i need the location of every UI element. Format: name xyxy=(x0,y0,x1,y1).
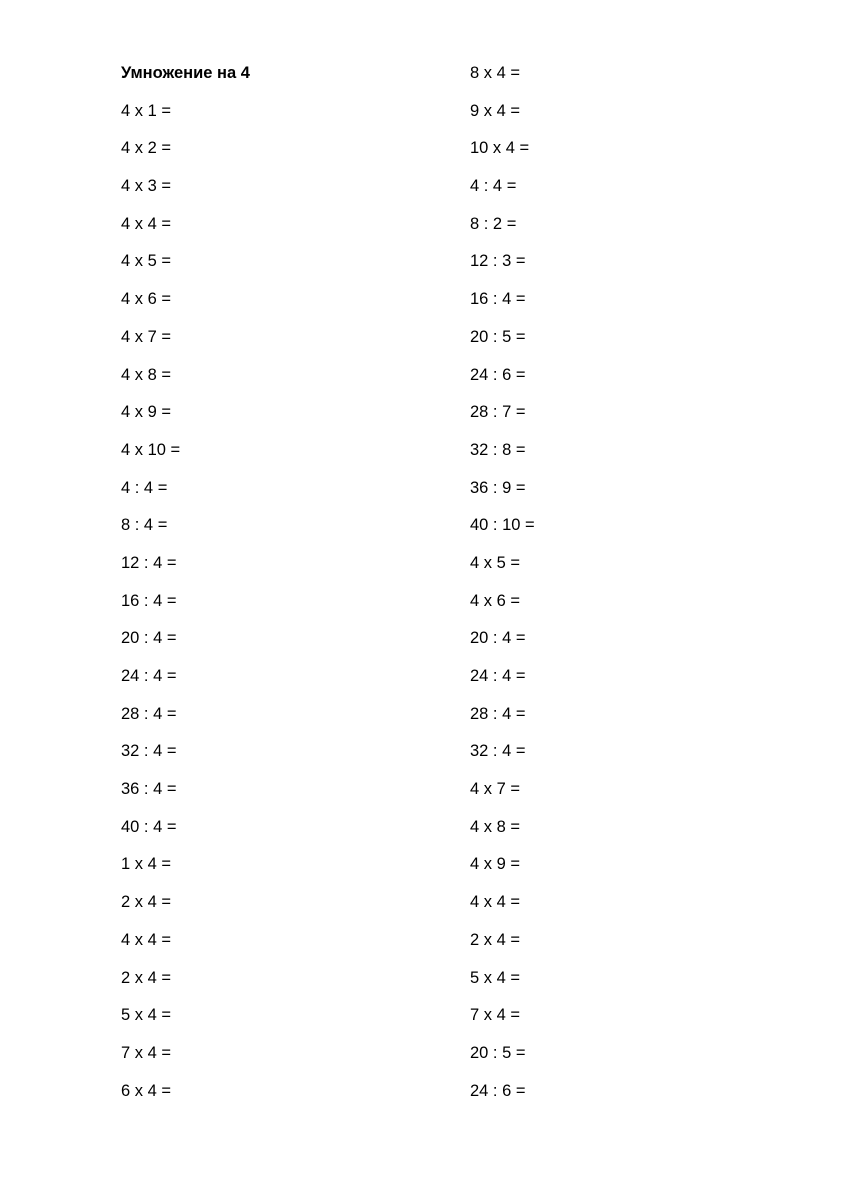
exercise-item: 4 x 8 = xyxy=(121,365,171,384)
exercise-item: 8 : 4 = xyxy=(121,516,168,535)
exercise-item: 5 x 4 = xyxy=(121,1006,171,1025)
exercise-item: 32 : 4 = xyxy=(470,742,526,761)
exercise-item: 4 x 10 = xyxy=(121,440,181,459)
exercise-item: 4 x 5 = xyxy=(121,252,171,271)
exercise-item: 4 x 4 = xyxy=(121,930,171,949)
exercise-item: 9 x 4 = xyxy=(470,101,520,120)
exercise-item: 2 x 4 = xyxy=(121,968,171,987)
left-column xyxy=(121,60,250,1115)
exercise-item: 36 : 4 = xyxy=(121,780,177,799)
exercise-item: 6 x 4 = xyxy=(121,1081,171,1100)
exercise-item: 4 x 4 = xyxy=(470,893,520,912)
exercise-item: 4 x 6 = xyxy=(121,290,171,309)
exercise-item: 28 : 4 = xyxy=(470,704,526,723)
exercise-item: 4 : 4 = xyxy=(470,177,517,196)
exercise-item: 4 x 4 = xyxy=(121,214,171,233)
worksheet-title: Умножение на 4 xyxy=(121,64,250,82)
exercise-item: 4 x 5 = xyxy=(470,553,520,572)
exercise-item: 4 x 1 = xyxy=(121,101,171,120)
exercise-item: 40 : 10 = xyxy=(470,516,535,535)
exercise-item: 24 : 4 = xyxy=(470,667,526,685)
exercise-item: 24 : 6 = xyxy=(470,1081,526,1100)
exercise-item: 5 x 4 = xyxy=(470,968,520,987)
exercise-item: 8 x 4 = xyxy=(470,64,520,82)
exercise-item: 12 : 4 = xyxy=(121,553,177,572)
exercise-item: 4 x 6 = xyxy=(470,591,520,610)
exercise-item: 16 : 4 = xyxy=(121,591,177,610)
exercise-item: 4 x 2 = xyxy=(121,139,171,158)
exercise-item: 2 x 4 = xyxy=(121,893,171,912)
exercise-item: 4 : 4 = xyxy=(121,478,168,497)
exercise-item: 7 x 4 = xyxy=(121,1043,171,1062)
exercise-item: 20 : 4 = xyxy=(121,629,177,648)
exercise-item: 20 : 5 = xyxy=(470,327,526,346)
exercise-item: 2 x 4 = xyxy=(470,930,520,949)
exercise-item: 7 x 4 = xyxy=(470,1006,520,1025)
exercise-item: 10 x 4 = xyxy=(470,139,530,158)
exercise-item: 28 : 7 = xyxy=(470,403,526,422)
exercise-item: 4 x 9 = xyxy=(121,403,171,422)
exercise-item: 40 : 4 = xyxy=(121,817,177,836)
exercise-item: 4 x 3 = xyxy=(121,177,171,196)
exercise-item: 4 x 7 = xyxy=(121,327,171,346)
exercise-item: 20 : 4 = xyxy=(470,629,526,648)
exercise-item: 8 : 2 = xyxy=(470,214,517,233)
exercise-item: 16 : 4 = xyxy=(470,290,526,309)
exercise-item: 1 x 4 = xyxy=(121,855,171,874)
exercise-item: 20 : 5 = xyxy=(470,1043,526,1062)
exercise-item: 28 : 4 = xyxy=(121,704,177,723)
right-column xyxy=(470,60,535,1115)
exercise-item: 36 : 9 = xyxy=(470,478,526,497)
exercise-item: 32 : 4 = xyxy=(121,742,177,761)
exercise-item: 24 : 6 = xyxy=(470,365,526,384)
exercise-item: 32 : 8 = xyxy=(470,440,526,459)
exercise-item: 4 x 9 = xyxy=(470,855,520,874)
exercise-item: 24 : 4 = xyxy=(121,667,177,685)
exercise-item: 4 x 7 = xyxy=(470,780,520,799)
exercise-item: 4 x 8 = xyxy=(470,817,520,836)
exercise-item: 12 : 3 = xyxy=(470,252,526,271)
